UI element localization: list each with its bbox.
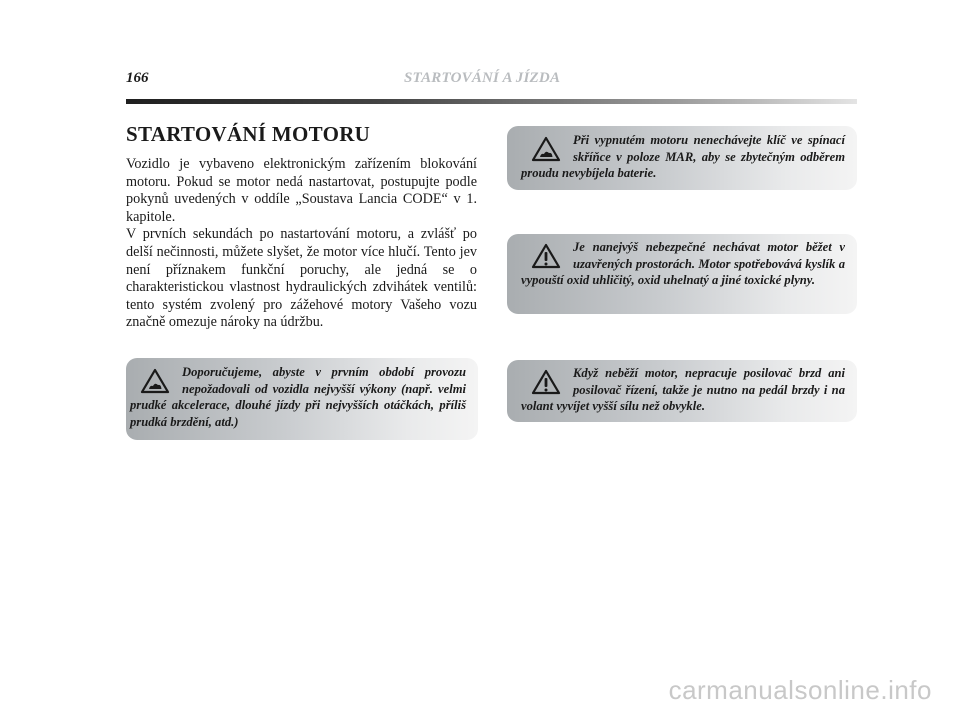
warning-triangle-icon (531, 369, 561, 395)
engine-running-in-note (126, 358, 478, 440)
paragraph-hydraulic-tappets: V prvních sekundách po nastartování motoru, a zvlášť po delší nečinnosti, můžete slyšet, že motor více hlučí. Tento jev není příznakem funkční poruchy, ale jedná se o charakteristickou vlastnost hydraulických zdvihátek ventilů: tento systém zvolený pro zážehové motory Vašeho vozu značně omezuje nároky na údržbu. (126, 226, 477, 331)
exhaust-fumes-warning (507, 234, 857, 314)
running-head: STARTOVÁNÍ A JÍZDA (404, 70, 561, 86)
header-rule (126, 99, 857, 104)
engine-note-text: Doporučujeme, abyste v prvním období provozu nepožadovali od vozidla nejvyšší výkony (např. velmi prudké akcelerace, dlouhé jízdy při nejvyšších otáčkách, příliš prudká brzdění, atd.) (130, 365, 466, 429)
battery-drain-note (507, 126, 857, 190)
brakes-note-text: Když neběží motor, nepracuje posilovač brzd ani posilovač řízení, takže je nutno na pedál brzdy i na volant vyvíjet vyšší sílu než obvykle. (521, 366, 845, 413)
brake-servo-warning (507, 360, 857, 422)
battery-note-text: Při vypnutém motoru nenechávejte klíč ve spínací skříňce v poloze MAR, aby se zbytečným odběrem proudu nevybíjela baterie. (521, 133, 845, 180)
body-text (126, 156, 477, 332)
page-number: 166 (126, 70, 149, 86)
environment-warning-icon (140, 368, 170, 394)
fumes-note-text: Je nanejvýš nebezpečné nechávat motor běžet v uzavřených prostorách. Motor spotřebovává kyslík a vypouští oxid uhličitý, oxid uhelnatý a jiné toxické plyny. (521, 240, 845, 287)
environment-warning-icon (531, 136, 561, 162)
watermark: carmanualsonline.info (668, 675, 932, 705)
warning-triangle-icon (531, 243, 561, 269)
paragraph-immobilizer: Vozidlo je vybaveno elektronickým zařízením blokování motoru. Pokud se motor nedá nastartovat, postupujte podle pokynů uvedených v oddíle „Soustava Lancia CODE“ v 1. kapitole. (126, 156, 477, 225)
section-title: STARTOVÁNÍ MOTORU (126, 122, 371, 146)
